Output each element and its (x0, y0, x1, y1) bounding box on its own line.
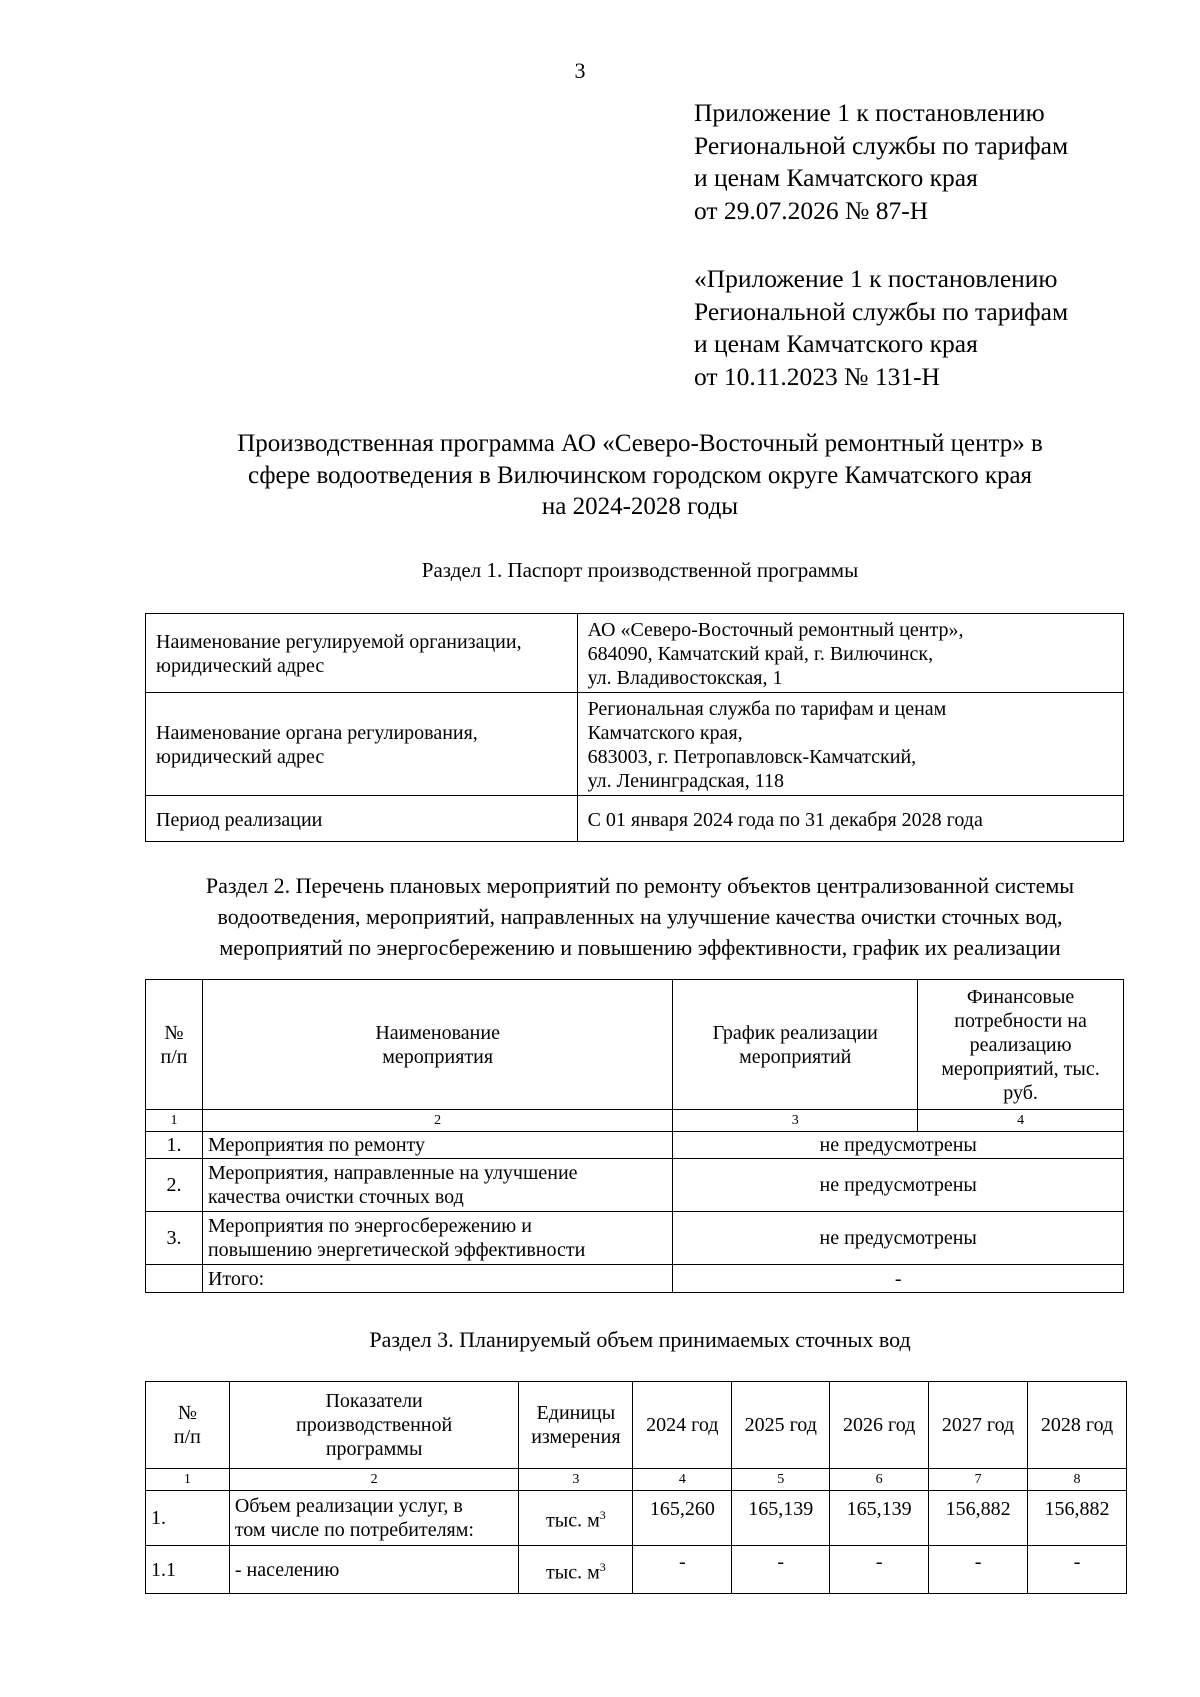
header-indicator (229, 1382, 519, 1469)
header-year: 2028 год (1028, 1382, 1127, 1469)
column-number: 1 (146, 1469, 230, 1491)
appendix-line: и ценам Камчатского края (694, 163, 978, 192)
cell-line: С 01 января 2024 года по 31 декабря 2028 года (587, 808, 983, 831)
row-indicator (229, 1491, 519, 1546)
table-row (146, 1491, 1127, 1546)
document-title (120, 428, 1160, 523)
header-finance (918, 980, 1124, 1110)
row-indicator (229, 1546, 519, 1594)
column-number: 4 (633, 1469, 732, 1491)
row-value: - (1028, 1546, 1127, 1594)
row-unit (519, 1491, 633, 1546)
passport-value (577, 614, 1123, 693)
appendix-line: «Приложение 1 к постановлению (694, 264, 1058, 293)
section1-heading: Раздел 1. Паспорт производственной программы (421, 558, 859, 582)
passport-value (577, 796, 1123, 842)
cell-line: - населению (234, 1558, 340, 1581)
header-num (146, 1382, 230, 1469)
cell-line: измерения (531, 1426, 621, 1448)
cell-line: Наименование (375, 1021, 500, 1044)
appendix-quoted-block (694, 263, 1164, 393)
row-name (202, 1132, 672, 1159)
table-row (146, 1212, 1124, 1265)
passport-label (146, 693, 578, 796)
cell-line: Период реализации (156, 808, 323, 831)
table-row (146, 1546, 1127, 1594)
cell-line: п/п (173, 1426, 201, 1448)
header-schedule (673, 980, 918, 1110)
row-value: 165,139 (732, 1491, 830, 1546)
cell-line: Наименование органа регулирования, (156, 722, 478, 744)
row-value: не предусмотрены (673, 1159, 1124, 1212)
heading-line: водоотведения, мероприятий, направленных на улучшение качества очистки сточных вод, (217, 904, 1063, 929)
cell-line: № (164, 1021, 184, 1044)
appendix-line: от 10.11.2023 № 131-Н (694, 361, 940, 391)
column-number: 4 (918, 1110, 1124, 1132)
cell-line: потребности на (954, 1009, 1087, 1032)
table-row (146, 796, 1124, 842)
header-num (146, 980, 203, 1110)
cell-line: 683003, г. Петропавловск-Камчатский, (587, 746, 917, 768)
cell-line: Показатели (325, 1390, 423, 1412)
passport-table (145, 613, 1124, 842)
cell-line: мероприятий, тыс. (941, 1057, 1100, 1080)
row-value: 165,260 (633, 1491, 732, 1546)
appendix-block (694, 97, 1164, 227)
row-value: 156,882 (929, 1491, 1028, 1546)
cell-line: п/п (160, 1045, 188, 1068)
total-label: Итого: (202, 1265, 672, 1293)
header-year: 2026 год (830, 1382, 929, 1469)
total-row (146, 1265, 1124, 1293)
cell-line: Финансовые (966, 985, 1075, 1008)
column-number: 3 (673, 1110, 918, 1132)
cell-line: том числе по потребителям: (234, 1519, 474, 1541)
cell-line: Мероприятия по ремонту (207, 1134, 425, 1156)
header-year: 2025 год (732, 1382, 830, 1469)
appendix-line: от 29.07.2026 № 87-Н (694, 195, 929, 225)
title-line: на 2024-2028 годы (541, 493, 739, 520)
title-line: сфере водоотведения в Вилючинском городском округе Камчатского края (247, 461, 1033, 489)
section3-heading: Раздел 3. Планируемый объем принимаемых сточных вод (369, 1327, 911, 1352)
cell-line: Единицы (536, 1402, 616, 1424)
cell-line: юридический адрес (156, 655, 325, 677)
section2-heading (120, 870, 1160, 963)
appendix-line: и ценам Камчатского края (694, 329, 978, 358)
appendix-line: Приложение 1 к постановлению (694, 98, 1045, 127)
column-number: 5 (732, 1469, 830, 1491)
column-number: 7 (929, 1469, 1028, 1491)
row-num: 2. (146, 1159, 203, 1212)
title-line: Производственная программа АО «Северо-Восточный ремонтный центр» в (237, 430, 1043, 457)
row-unit (519, 1546, 633, 1594)
header-unit (519, 1382, 633, 1469)
total-value: - (673, 1265, 1124, 1293)
cell-line: Мероприятия по энергосбережению и (207, 1215, 532, 1237)
column-number: 3 (519, 1469, 633, 1491)
cell-line: Объем реализации услуг, в (234, 1495, 463, 1517)
header-year: 2027 год (929, 1382, 1028, 1469)
column-number-row (146, 1110, 1124, 1132)
volume-table (145, 1381, 1127, 1594)
table-row (146, 614, 1124, 693)
table-header-row (146, 1382, 1127, 1469)
cell-line: реализацию (969, 1033, 1072, 1056)
cell-line: ул. Ленинградская, 118 (587, 770, 784, 792)
unit-text: тыс. м (546, 1561, 600, 1584)
heading-line: Раздел 2. Перечень плановых мероприятий по ремонту объектов централизованной системы (205, 873, 1075, 898)
row-value: - (633, 1546, 732, 1594)
table-row (146, 693, 1124, 796)
row-value: 165,139 (830, 1491, 929, 1546)
cell-line: мероприятий (739, 1045, 852, 1068)
unit-text: тыс. м (546, 1509, 600, 1532)
column-number: 6 (830, 1469, 929, 1491)
cell-line: Мероприятия, направленные на улучшение (207, 1162, 578, 1184)
header-name (202, 980, 672, 1110)
row-num: 1. (146, 1491, 230, 1546)
row-value: - (929, 1546, 1028, 1594)
cell-line: График реализации (712, 1021, 878, 1044)
passport-label (146, 614, 578, 693)
row-value: - (732, 1546, 830, 1594)
passport-label (146, 796, 578, 842)
row-num: 1.1 (146, 1546, 230, 1594)
row-value: не предусмотрены (673, 1212, 1124, 1265)
column-number: 2 (229, 1469, 519, 1491)
cell-line: № (177, 1402, 197, 1424)
cell-line: 684090, Камчатский край, г. Вилючинск, (587, 643, 934, 665)
header-year: 2024 год (633, 1382, 732, 1469)
table-row (146, 1159, 1124, 1212)
activities-table (145, 979, 1124, 1293)
cell-line: юридический адрес (156, 746, 325, 768)
row-name (202, 1212, 672, 1265)
cell-line: производственной (296, 1414, 453, 1436)
cell-line: Наименование регулируемой организации, (156, 631, 522, 653)
row-num (146, 1265, 203, 1293)
row-value: 156,882 (1028, 1491, 1127, 1546)
cell-line: качества очистки сточных вод (207, 1186, 464, 1208)
column-number: 8 (1028, 1469, 1127, 1491)
row-value: не предусмотрены (673, 1132, 1124, 1159)
column-number: 1 (146, 1110, 203, 1132)
appendix-line: Региональной службы по тарифам (694, 130, 1069, 160)
cell-line: Региональная служба по тарифам и ценам (587, 698, 947, 720)
cell-line: программы (325, 1438, 423, 1460)
cell-line: ул. Владивостокская, 1 (587, 667, 783, 689)
heading-line: мероприятий по энергосбережению и повышению эффективности, график их реализации (219, 935, 1061, 960)
table-header-row (146, 980, 1124, 1110)
cell-line: повышению энергетической эффективности (207, 1239, 586, 1261)
table-row (146, 1132, 1124, 1159)
appendix-line: Региональной службы по тарифам (694, 296, 1069, 326)
unit-superscript: 3 (599, 1508, 606, 1523)
page-number: 3 (574, 58, 586, 83)
row-num: 1. (146, 1132, 203, 1159)
unit-superscript: 3 (599, 1559, 606, 1574)
cell-line: мероприятия (382, 1045, 494, 1068)
row-name (202, 1159, 672, 1212)
cell-line: Камчатского края, (587, 722, 743, 744)
passport-value (577, 693, 1123, 796)
column-number-row (146, 1469, 1127, 1491)
cell-line: АО «Северо-Восточный ремонтный центр», (587, 619, 964, 641)
cell-line: руб. (1003, 1081, 1038, 1104)
row-num: 3. (146, 1212, 203, 1265)
row-value: - (830, 1546, 929, 1594)
column-number: 2 (202, 1110, 672, 1132)
